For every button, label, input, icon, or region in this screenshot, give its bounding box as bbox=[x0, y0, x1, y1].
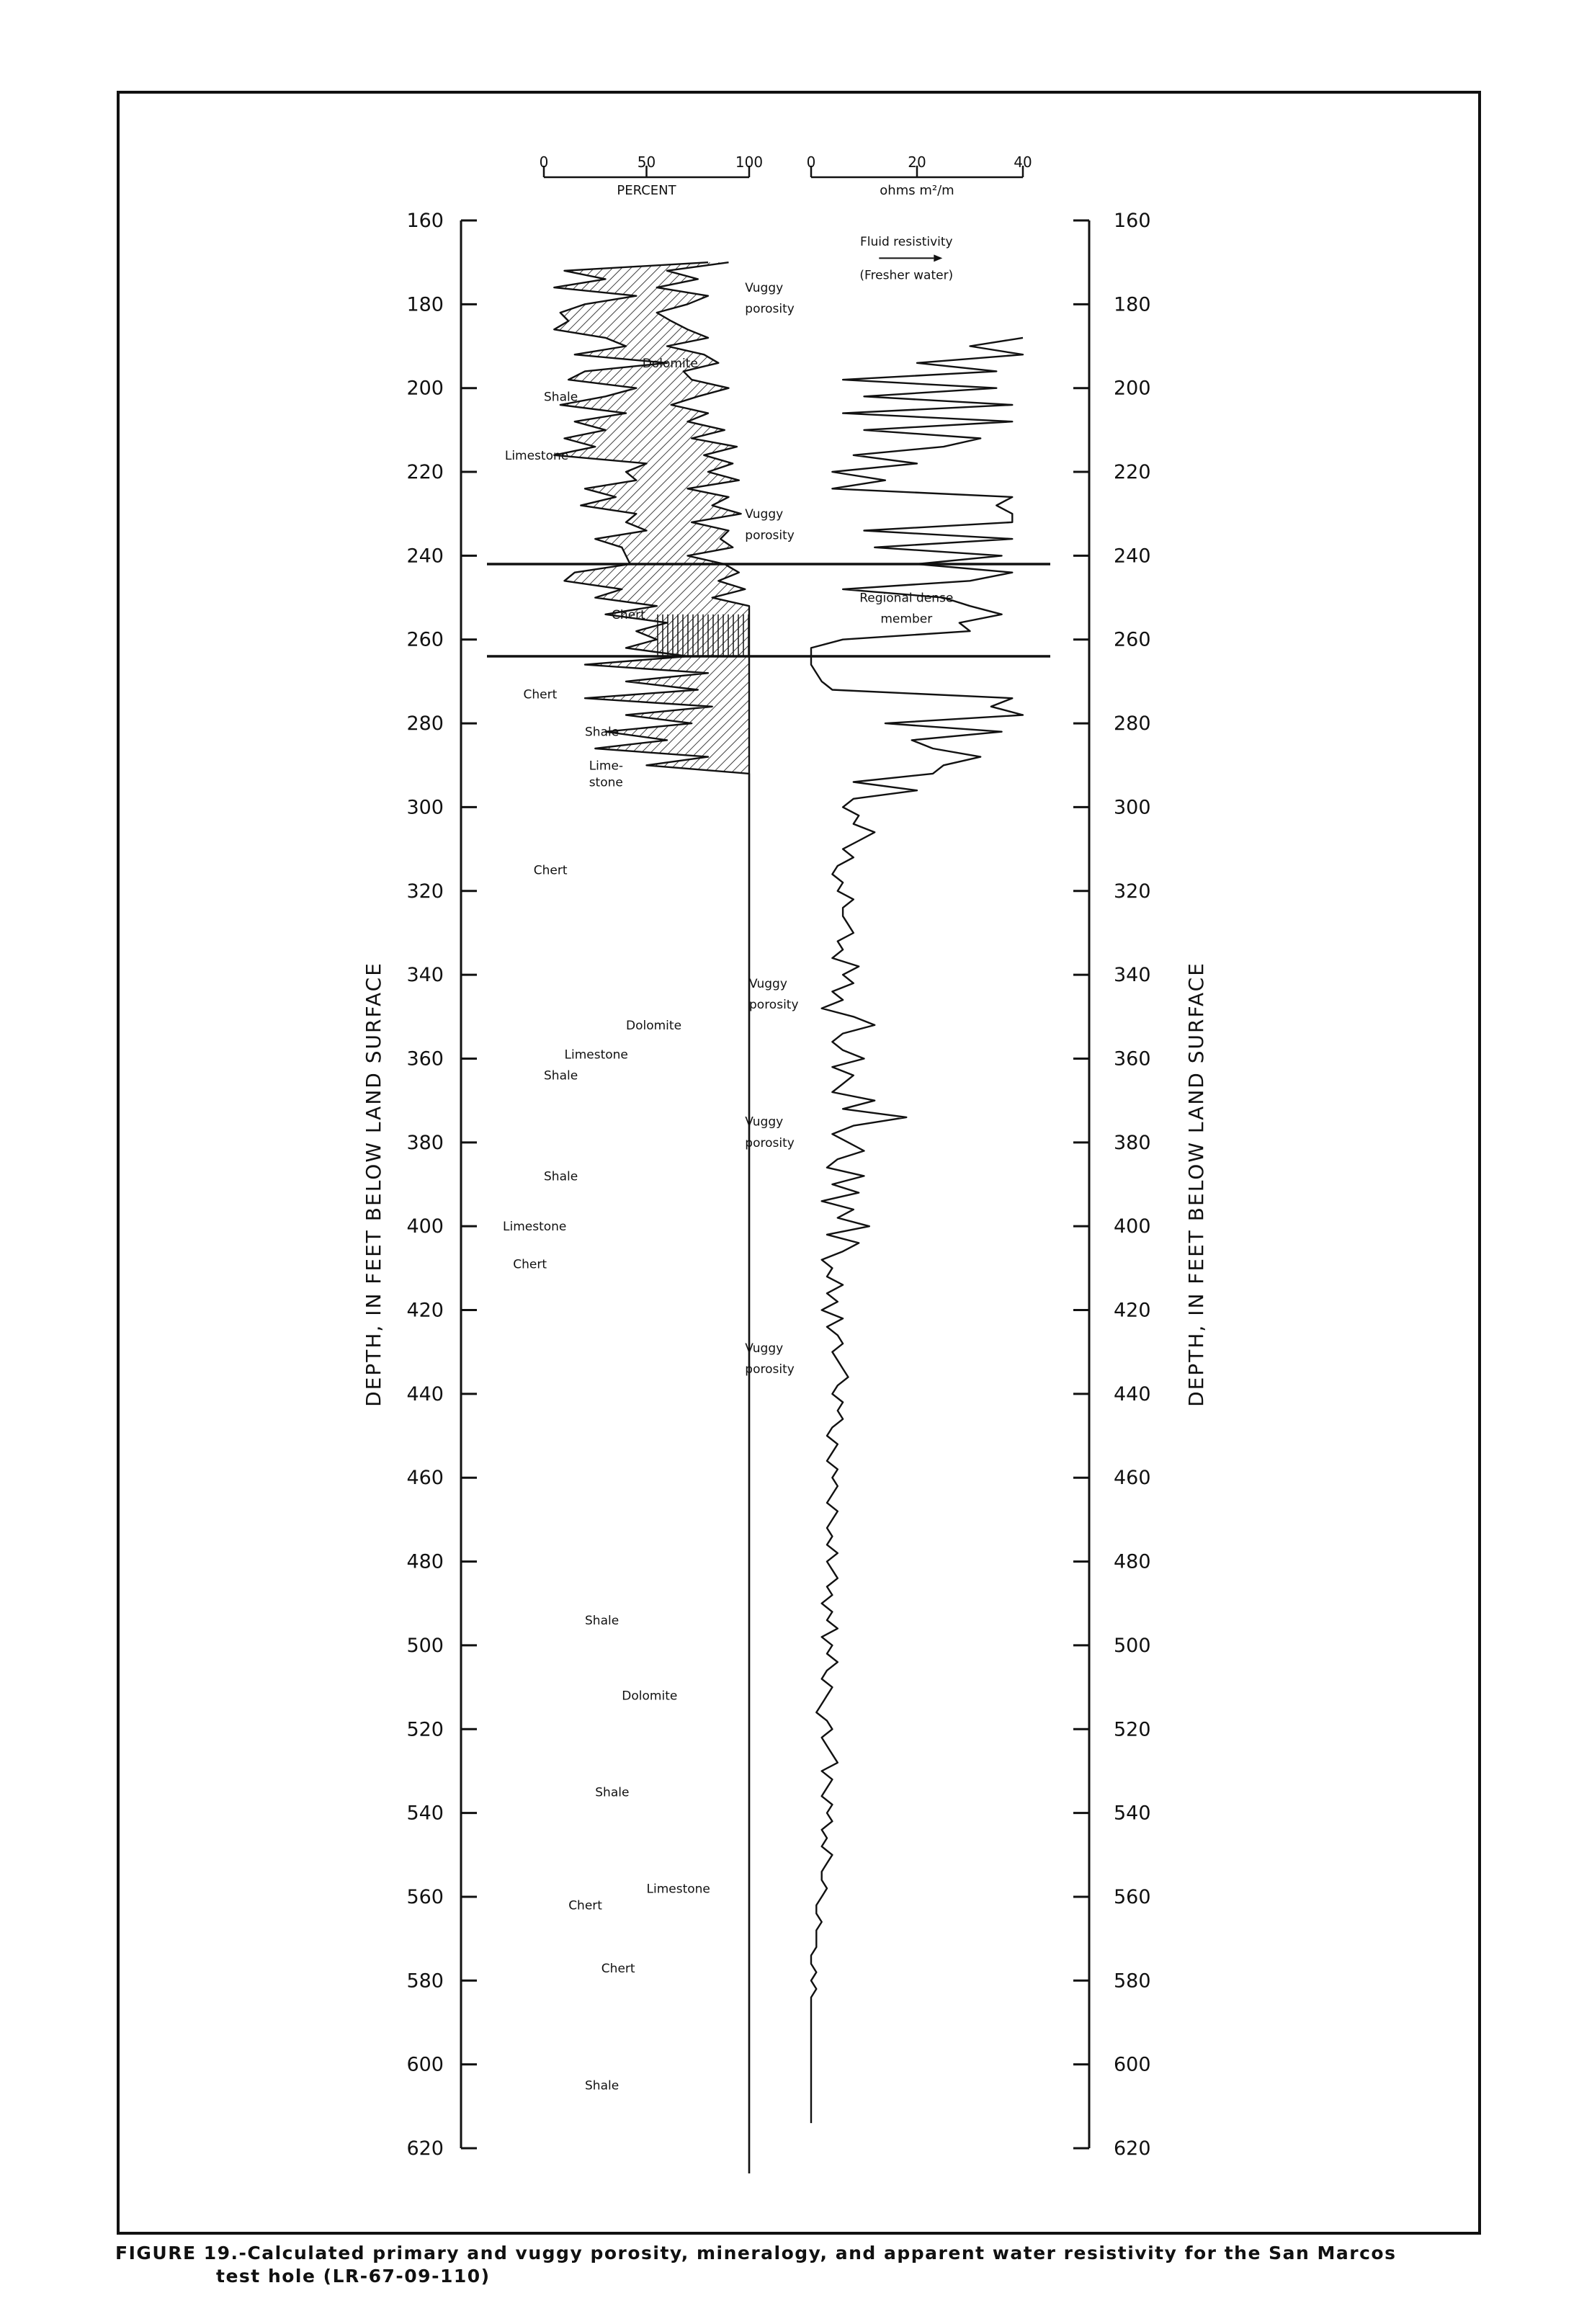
right-depth-tick-label: 600 bbox=[1114, 2053, 1151, 2076]
annotation-label: Shale bbox=[585, 725, 619, 740]
annotation-label: Vuggy bbox=[749, 976, 787, 991]
left-depth-tick-label: 400 bbox=[406, 1215, 444, 1238]
right-depth-tick-label: 280 bbox=[1114, 712, 1151, 736]
annotation-label: Shale bbox=[585, 2078, 619, 2093]
annotation-label: Limestone bbox=[503, 1220, 567, 1235]
right-depth-tick-label: 620 bbox=[1114, 2137, 1151, 2160]
annotation-label: Shale bbox=[595, 1785, 630, 1800]
annotation-label: Chert bbox=[533, 863, 568, 878]
right-depth-tick-label: 420 bbox=[1114, 1299, 1151, 1322]
chert-hatch bbox=[657, 614, 749, 656]
right-depth-tick-label: 560 bbox=[1114, 1885, 1151, 1908]
right-depth-tick-label: 360 bbox=[1114, 1047, 1151, 1071]
annotation-label: Chert bbox=[601, 1961, 635, 1976]
right-depth-tick-label: 540 bbox=[1114, 1802, 1151, 1825]
annotation-label: Vuggy bbox=[745, 507, 784, 522]
left-depth-tick-label: 240 bbox=[406, 545, 444, 568]
left-depth-tick-label: 160 bbox=[406, 210, 444, 232]
right-depth-tick-label: 300 bbox=[1114, 796, 1151, 819]
left-depth-tick-label: 260 bbox=[406, 628, 444, 651]
right-depth-tick-label: 160 bbox=[1114, 210, 1151, 232]
resistivity-axis-tick-label: 20 bbox=[908, 153, 926, 171]
resistivity-axis-tick-label: 40 bbox=[1014, 153, 1032, 171]
annotation-label: Chert bbox=[568, 1898, 602, 1913]
annotation-label: porosity bbox=[745, 1135, 795, 1150]
left-depth-axis-title: DEPTH, IN FEET BELOW LAND SURFACE bbox=[362, 962, 385, 1407]
annotation-label: porosity bbox=[745, 1362, 795, 1377]
left-depth-tick-label: 480 bbox=[406, 1550, 444, 1573]
annotation-label: Fluid resistivity bbox=[859, 235, 953, 250]
annotation-label: porosity bbox=[749, 997, 799, 1012]
annotation-label: Regional dense bbox=[859, 591, 954, 606]
annotation-label: Limestone bbox=[504, 448, 569, 463]
annotation-label: Dolomite bbox=[622, 1689, 678, 1704]
figure-caption bbox=[115, 2242, 1484, 2288]
right-depth-tick-label: 480 bbox=[1114, 1550, 1151, 1573]
right-depth-tick-label: 200 bbox=[1114, 377, 1151, 400]
caption-line-2: test hole (LR-67-09-110) bbox=[216, 2266, 491, 2287]
annotation-label: Vuggy bbox=[745, 1341, 784, 1356]
annotation-label: porosity bbox=[745, 302, 795, 317]
resistivity-axis-tick-label: 0 bbox=[806, 153, 816, 171]
axes bbox=[362, 153, 1208, 2160]
right-depth-tick-label: 220 bbox=[1114, 461, 1151, 484]
left-depth-tick-label: 180 bbox=[406, 293, 444, 316]
left-depth-tick-label: 360 bbox=[406, 1047, 444, 1071]
right-depth-tick-label: 520 bbox=[1114, 1718, 1151, 1741]
annotation-label: Lime- bbox=[589, 759, 624, 774]
right-depth-tick-label: 440 bbox=[1114, 1382, 1151, 1405]
left-depth-tick-label: 220 bbox=[406, 461, 444, 484]
right-depth-tick-label: 260 bbox=[1114, 628, 1151, 651]
annotation-label: Shale bbox=[544, 390, 578, 405]
annotation-label: Dolomite bbox=[626, 1018, 682, 1033]
right-depth-tick-label: 320 bbox=[1114, 880, 1151, 903]
left-depth-tick-label: 340 bbox=[406, 964, 444, 987]
annotation-label: Vuggy bbox=[745, 281, 784, 296]
fluid-resistivity-arrow-head bbox=[934, 254, 942, 262]
right-depth-tick-label: 460 bbox=[1114, 1467, 1151, 1490]
annotation-label: Chert bbox=[523, 687, 558, 702]
annotation-label: Limestone bbox=[646, 1882, 710, 1897]
log-curves bbox=[487, 262, 1050, 2173]
right-depth-tick-label: 180 bbox=[1114, 293, 1151, 316]
left-depth-tick-label: 280 bbox=[406, 712, 444, 736]
right-depth-tick-label: 240 bbox=[1114, 545, 1151, 568]
left-depth-tick-label: 520 bbox=[406, 1718, 444, 1741]
left-depth-tick-label: 440 bbox=[406, 1382, 444, 1405]
left-depth-tick-label: 460 bbox=[406, 1467, 444, 1490]
left-depth-tick-label: 600 bbox=[406, 2053, 444, 2076]
annotation-label: Limestone bbox=[564, 1047, 628, 1063]
left-depth-tick-label: 380 bbox=[406, 1131, 444, 1154]
right-depth-tick-label: 580 bbox=[1114, 1970, 1151, 1993]
caption-line-1: FIGURE 19.-Calculated primary and vuggy porosity, mineralogy, and apparent water resistivity for the San Marcos bbox=[115, 2243, 1397, 2263]
right-depth-tick-label: 500 bbox=[1114, 1634, 1151, 1657]
curve-resistivity-3 bbox=[811, 338, 1023, 2123]
annotation-label: Dolomite bbox=[642, 356, 698, 371]
right-depth-axis-title: DEPTH, IN FEET BELOW LAND SURFACE bbox=[1184, 962, 1208, 1407]
annotation-label: Chert bbox=[513, 1257, 547, 1272]
percent-axis-tick-label: 100 bbox=[735, 153, 764, 171]
annotation-label: member bbox=[880, 612, 933, 627]
annotation-label: (Fresher water) bbox=[859, 268, 954, 283]
annotation-label: Shale bbox=[585, 1614, 619, 1629]
annotation-label: stone bbox=[589, 775, 623, 790]
annotation-label: Chert bbox=[612, 607, 645, 622]
annotation-label: Shale bbox=[544, 1169, 578, 1184]
right-depth-tick-label: 380 bbox=[1114, 1131, 1151, 1154]
annotation-label: Vuggy bbox=[745, 1114, 784, 1130]
left-depth-tick-label: 620 bbox=[406, 2137, 444, 2160]
resistivity-axis-title: ohms m²/m bbox=[880, 183, 954, 198]
percent-axis-title: PERCENT bbox=[617, 183, 676, 198]
annotation-label: Shale bbox=[544, 1068, 578, 1083]
right-depth-tick-label: 340 bbox=[1114, 964, 1151, 987]
left-depth-tick-label: 320 bbox=[406, 880, 444, 903]
percent-axis-tick-label: 50 bbox=[637, 153, 656, 171]
left-depth-tick-label: 540 bbox=[406, 1802, 444, 1825]
left-depth-tick-label: 560 bbox=[406, 1885, 444, 1908]
left-depth-tick-label: 200 bbox=[406, 377, 444, 400]
left-depth-tick-label: 420 bbox=[406, 1299, 444, 1322]
right-depth-tick-label: 400 bbox=[1114, 1215, 1151, 1238]
left-depth-tick-label: 500 bbox=[406, 1634, 444, 1657]
left-depth-tick-label: 580 bbox=[406, 1970, 444, 1993]
left-depth-tick-label: 300 bbox=[406, 796, 444, 819]
annotation-label: porosity bbox=[745, 528, 795, 543]
percent-axis-tick-label: 0 bbox=[539, 153, 549, 171]
